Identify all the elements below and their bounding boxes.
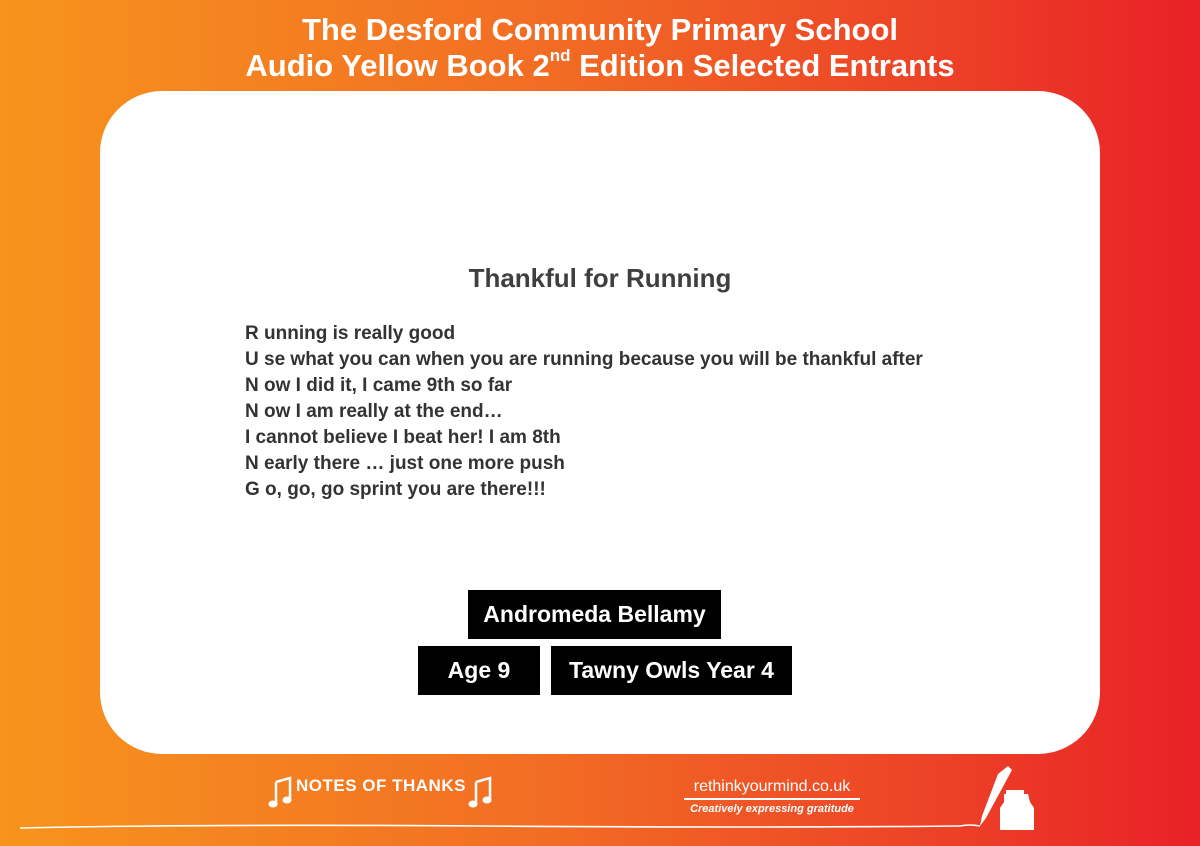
poem-line: R unning is really good [245,323,456,344]
brand-name: NOTES OF THANKS [296,776,466,795]
ink-pot-quill-icon [958,764,1040,836]
notes-of-thanks-brand [268,772,494,812]
website-block [684,778,860,816]
music-note-icon [268,774,294,810]
edition-title-rest: Edition Selected Entrants [570,48,955,83]
website-underline [684,798,860,800]
edition-ordinal-suffix: nd [549,45,571,65]
poem-line: N early there … just one more push [245,453,565,474]
edition-title-main: Audio Yellow Book 2 [245,48,550,83]
poem-line: G o, go, go sprint you are there!!! [245,479,546,500]
poem-line: U se what you can when you are running because you will be thankful after [245,349,923,370]
poem-lines [245,321,923,503]
slogan: Creatively expressing gratitude [690,803,854,815]
poem-title: Thankful for Running [468,263,732,293]
entrant-class-tag: Tawny Owls Year 4 [551,646,792,695]
entrant-name-tag: Andromeda Bellamy [468,590,721,639]
entrant-age-tag: Age 9 [418,646,540,695]
poem-line: I cannot believe I beat her! I am 8th [245,427,561,448]
music-note-icon [468,774,494,810]
page-header [0,12,1200,84]
website-link[interactable]: rethinkyourmind.co.uk [693,778,851,795]
school-title: The Desford Community Primary School [302,12,898,47]
poem-card [100,91,1100,754]
poem-line: N ow I did it, I came 9th so far [245,375,513,396]
poem-line: N ow I am really at the end… [245,401,503,422]
edition-title [0,45,1200,84]
